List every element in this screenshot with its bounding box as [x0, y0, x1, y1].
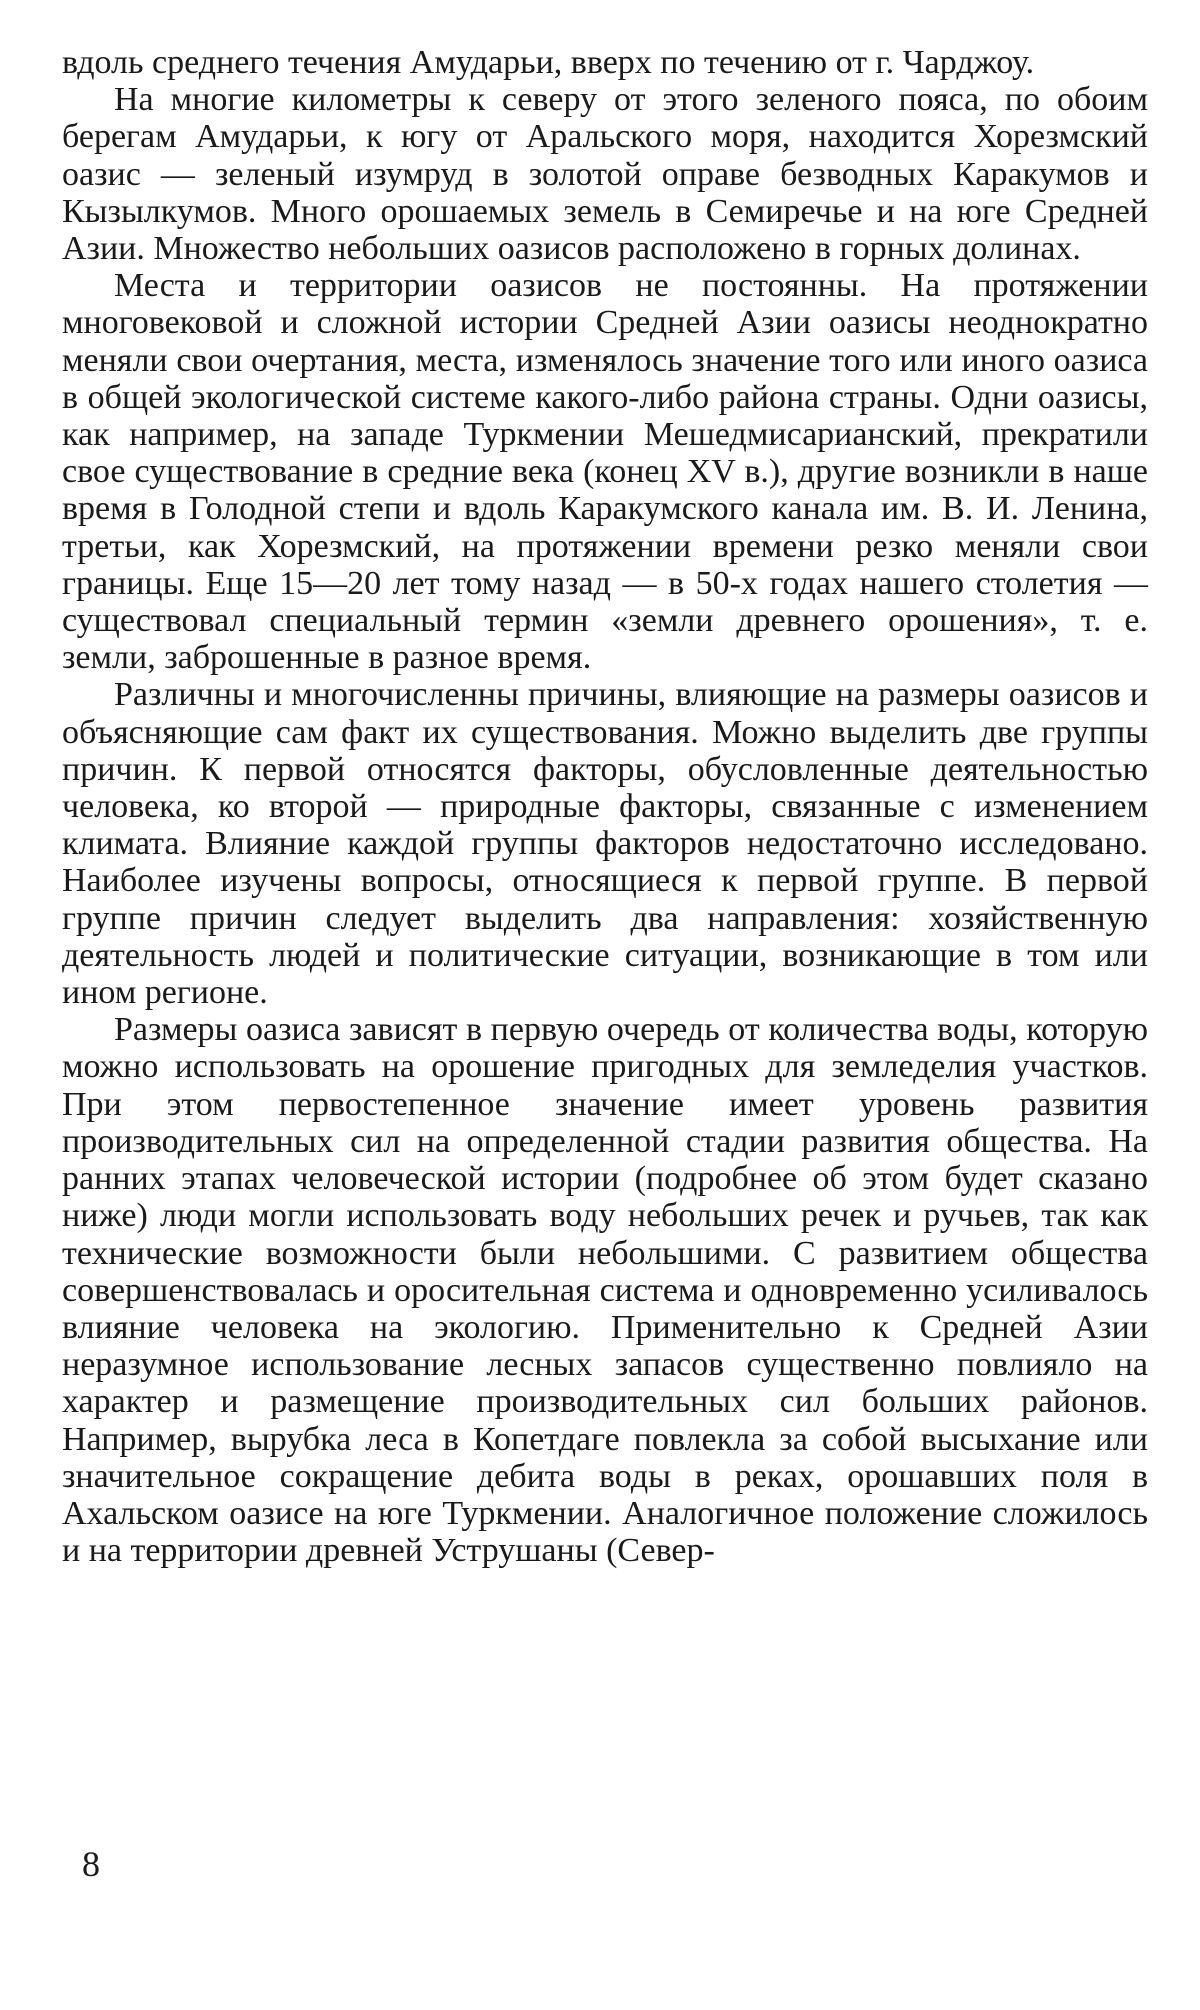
page-number: 8	[82, 1844, 100, 1884]
paragraph-khorezm-oasis: На многие километры к северу от этого зеленого пояса, по обоим берегам Амударьи, к югу от Аральского моря, находится Хорезмский оазис — зеленый изумруд в золотой оправе безводных Каракумов и Кызылкумов. Много орошаемых земель в Семиречье и на юге Средней Азии. Множество небольших оазисов расположено в горных долинах.	[62, 81, 1148, 268]
paragraph-continuation: вдоль среднего течения Амударьи, вверх по течению от г. Чарджоу.	[62, 44, 1035, 81]
paragraph-causes: Различны и многочисленны причины, влияющие на размеры оазисов и объясняющие сам факт их существования. Можно выделить две группы причин. К первой относятся факторы, обусловленные деятельностью человека, ко второй — природные факторы, связанные с изменением климата. Влияние каждой группы факторов недостаточно исследовано. Наиболее изучены вопросы, относящиеся к первой группе. В первой группе причин следует выделить два направления: хозяйственную деятельность людей и политические ситуации, возникающие в том или ином регионе.	[62, 676, 1148, 1012]
paragraph-oasis-size: Размеры оазиса зависят в первую очередь от количества воды, которую можно использовать на орошение пригодных для земледелия участков. При этом первостепенное значение имеет уровень развития производительных сил на определенной стадии развития общества. На ранних этапах человеческой истории (подробнее об этом будет сказано ниже) люди могли использовать воду небольших речек и ручьев, так как технические возможности были небольшими. С развитием общества совершенствовалась и оросительная система и одновременно усиливалось влияние человека на экологию. Применительно к Средней Азии неразумное использование лесных запасов существенно повлияло на характер и размещение производительных сил больших районов. Например, вырубка леса в Копетдаге повлекла за собой высыхание или значительное сокращение дебита воды в реках, орошавших поля в Ахальском оазисе на юге Туркмении. Аналогичное положение сложилось и на территории древней Уструшаны (Север-	[62, 1011, 1148, 1570]
paragraph-oasis-territories: Места и территории оазисов не постоянны. На протяжении многовековой и сложной истории Средней Азии оазисы неоднократно меняли свои очертания, места, изменялось значение того или иного оазиса в общей экологической системе какого-либо района страны. Одни оазисы, как например, на западе Туркмении Мешедмисарианский, прекратили свое существование в средние века (конец XV в.), другие возникли в наше время в Голодной степи и вдоль Каракумского канала им. В. И. Ленина, третьи, как Хорезмский, на протяжении времени резко меняли свои границы. Еще 15—20 лет тому назад — в 50-х годах нашего столетия — существовал специальный термин «земли древнего орошения», т. е. земли, заброшенные в разное время.	[62, 267, 1148, 677]
body-text	[62, 44, 1148, 1569]
